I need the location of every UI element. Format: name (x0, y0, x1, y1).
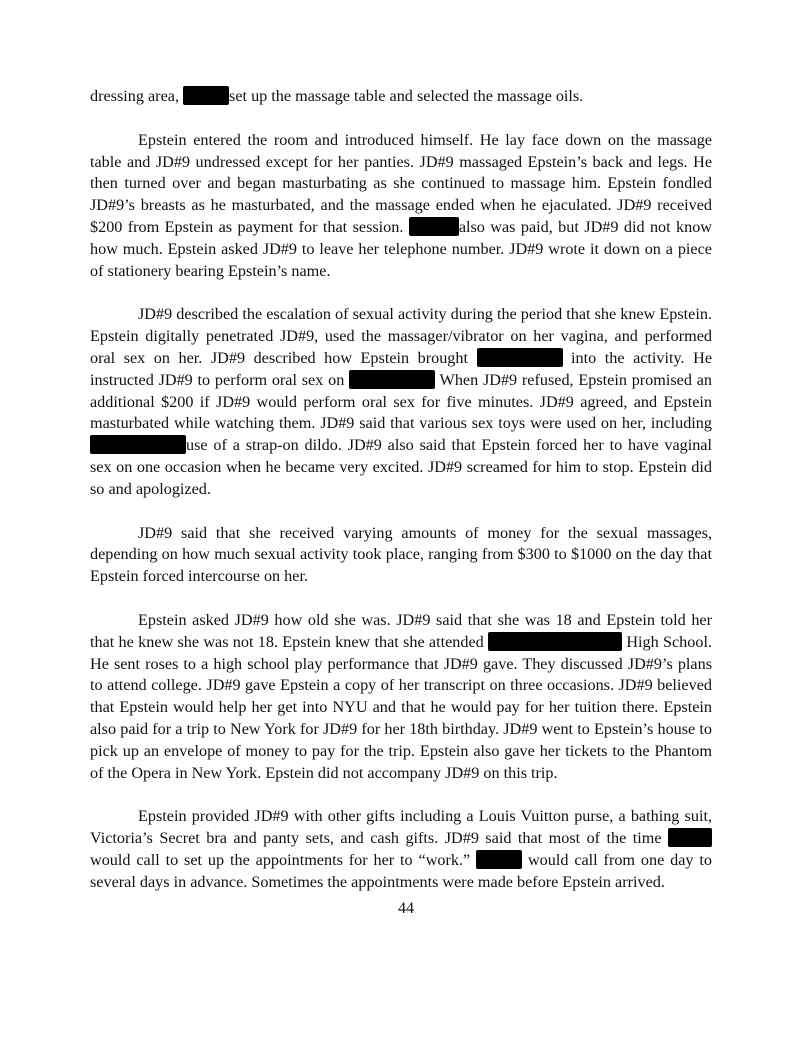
redaction-box (409, 217, 459, 236)
redaction-box (90, 435, 186, 454)
redaction-box (477, 348, 563, 367)
paragraph-5: Epstein asked JD#9 how old she was. JD#9 said that she was 18 and Epstein told her that he knew she was not 18. Epstein knew that she attended High School. He sent roses to a high school play performance that JD#9 gave. They discussed JD#9’s plans to attend college. JD#9 gave Epstein a copy of her transcript on three occasions. JD#9 believed that Epstein would help her get into NYU and that he would pay for her tuition there. Epstein also paid for a trip to New York for JD#9 for her 18th birthday. JD#9 went to Epstein’s house to pick up an envelope of money to pay for the trip. Epstein also gave her tickets to the Phantom of the Opera in New York. Epstein did not accompany JD#9 on this trip. (90, 610, 713, 782)
redaction-box (349, 370, 435, 389)
paragraph-2: Epstein entered the room and introduced himself. He lay face down on the massage table and JD#9 undressed except for her panties. JD#9 massaged Epstein’s back and legs. He then turned over and began masturbating as she continued to massage him. Epstein fondled JD#9’s breasts as he masturbated, and the massage ended when he ejaculated. JD#9 received $200 from Epstein as payment for that session. also was paid, but JD#9 did not know how much. Epstein asked JD#9 to leave her telephone number. JD#9 wrote it down on a piece of stationery bearing Epstein’s name. (90, 130, 712, 280)
paragraph-6: Epstein provided JD#9 with other gifts including a Louis Vuitton purse, a bathing suit, Victoria’s Secret bra and panty sets, and cash gifts. JD#9 said that most of the time would call to set up the appointments for her to “work.” would call from one day to several days in advance. Sometimes the appointments were made before Epstein arrived. (90, 807, 712, 891)
page-number: 44 (398, 900, 414, 917)
redaction-box (488, 632, 622, 651)
paragraph-3: JD#9 described the escalation of sexual activity during the period that she knew Epstein. Epstein digitally penetrated JD#9, used the massager/vibrator on her vagina, and performed oral sex on her. JD#9 described how Epstein brought into the activity. He instructed JD#9 to perform oral sex on When JD#9 refused, Epstein promised an additional $200 if JD#9 would perform oral sex for five minutes. JD#9 agreed, and Epstein masturbated while watching them. JD#9 said that various sex toys were used on her, including use of a strap-on dildo. JD#9 also said that Epstein forced her to have vaginal sex on one occasion when he became very excited. JD#9 screamed for him to stop. Epstein did so and apologized. (90, 305, 713, 498)
body-text (90, 86, 712, 916)
redaction-box (183, 86, 229, 105)
redaction-box (476, 850, 522, 869)
paragraph-1: dressing area, set up the massage table and selected the massage oils. (90, 87, 584, 105)
redaction-box (668, 828, 712, 847)
paragraph-4: JD#9 said that she received varying amounts of money for the sexual massages, depending on how much sexual activity took place, ranging from $300 to $1000 on the day that Epstein forced intercourse on her. (90, 523, 712, 586)
